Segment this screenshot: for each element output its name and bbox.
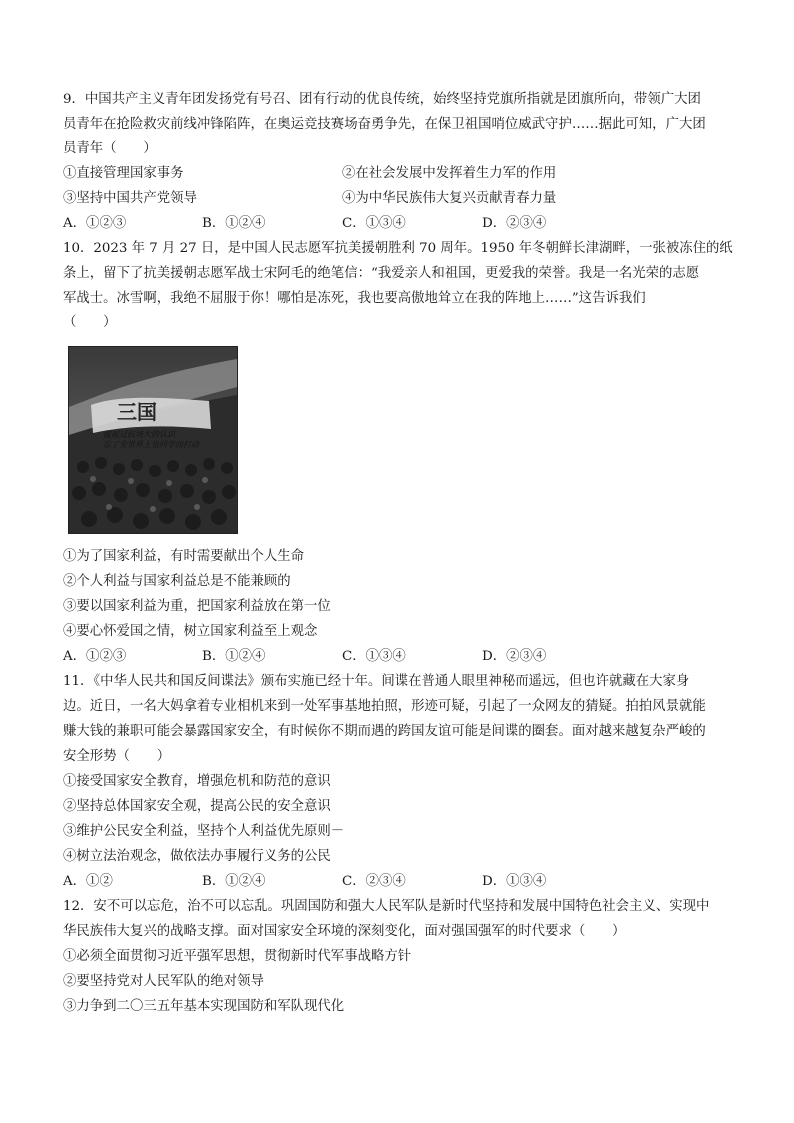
q9-statement-2: ②在社会发展中发挥着生力军的作用 xyxy=(342,166,557,181)
photo-text-line-1: 提起过抗场大的认识 xyxy=(103,430,175,439)
q10-stem-line-4: （ ） xyxy=(63,315,117,330)
q9-stem-line-2: 员青年在抢险救灾前线冲锋陷阵，在奥运竞技赛场奋勇争先，在保卫祖国哨位威武守护……据此可知，广大团 xyxy=(63,117,706,132)
q10-choice-b[interactable]: B．①②④ xyxy=(202,649,266,664)
q12-statement-1: ①必须全面贯彻习近平强军思想，贯彻新时代军事战略方针 xyxy=(63,949,412,964)
q10-photo-illustration xyxy=(69,347,237,533)
q10-statement-1: ①为了国家利益，有时需要献出个人生命 xyxy=(63,549,305,564)
q10-stem-line-1: 10．2023 年 7 月 27 日，是中国人民志愿军抗美援朝胜利 70 周年。1950 年冬朝鲜长津湖畔，一张被冻住的纸 xyxy=(63,241,733,256)
q11-statement-4: ④树立法治观念，做依法办事履行义务的公民 xyxy=(63,849,331,864)
q10-statement-2: ②个人利益与国家利益总是不能兼顾的 xyxy=(63,574,291,589)
q11-choice-b[interactable]: B．①②④ xyxy=(202,874,266,889)
photo-text-title: 三国 xyxy=(117,400,157,424)
q11-stem-line-3: 赚大钱的兼职可能会暴露国家安全，有时候你不期而遇的跨国友谊可能是间谍的圈套。面对越来越复杂严峻的 xyxy=(63,724,706,739)
q11-choice-a[interactable]: A．①② xyxy=(63,874,113,889)
q11-statement-2: ②坚持总体国家安全观，提高公民的安全意识 xyxy=(63,799,331,814)
q10-statement-4: ④要心怀爱国之情，树立国家利益至上观念 xyxy=(63,624,318,639)
q9-choice-c[interactable]: C．①③④ xyxy=(342,216,406,231)
q11-statement-1: ①接受国家安全教育，增强危机和防范的意识 xyxy=(63,774,331,789)
q9-choice-d[interactable]: D．②③④ xyxy=(482,216,547,231)
q12-statement-2: ②要坚持党对人民军队的绝对领导 xyxy=(63,974,264,989)
q10-choice-c[interactable]: C．①③④ xyxy=(342,649,406,664)
q9-choice-b[interactable]: B．①②④ xyxy=(202,216,266,231)
q10-photo xyxy=(68,346,238,534)
photo-text-line-2: 忘了全世界上也同学而打动 xyxy=(103,440,199,449)
q11-stem-line-4: 安全形势（ ） xyxy=(63,749,171,764)
q11-choice-d[interactable]: D．①③④ xyxy=(482,874,547,889)
q11-stem-line-1: 11．《中华人民共和国反间谍法》颁布实施已经十年。间谍在普通人眼里神秘而遥远，但也许就藏在大家身 xyxy=(63,674,690,689)
q9-stem-line-1: 9．中国共产主义青年团发扬党有号召、团有行动的优良传统，始终坚持党旗所指就是团旗所向，带领广大团 xyxy=(63,92,701,107)
q9-statement-1: ①直接管理国家事务 xyxy=(63,166,184,181)
q9-stem-line-3: 员青年（ ） xyxy=(63,141,157,156)
q12-stem-line-1: 12．安不可以忘危，治不可以忘乱。巩固国防和强大人民军队是新时代坚持和发展中国特色社会主义、实现中 xyxy=(63,899,710,914)
q12-statement-3: ③力争到二〇三五年基本实现国防和军队现代化 xyxy=(63,999,345,1014)
q11-stem-line-2: 边。近日，一名大妈拿着专业相机来到一处军事基地拍照，形迹可疑，引起了一众网友的猜疑。拍拍风景就能 xyxy=(63,699,706,714)
q11-choice-c[interactable]: C．②③④ xyxy=(342,874,406,889)
q11-statement-3: ③维护公民安全利益，坚持个人利益优先原则－ xyxy=(63,824,345,839)
q10-statement-3: ③要以国家利益为重，把国家利益放在第一位 xyxy=(63,599,331,614)
q9-statement-4: ④为中华民族伟大复兴贡献青春力量 xyxy=(342,191,557,206)
q12-stem-line-2: 华民族伟大复兴的战略支撑。面对国家安全环境的深刻变化，面对强国强军的时代要求（ ） xyxy=(63,924,626,939)
q10-choice-d[interactable]: D．②③④ xyxy=(482,649,547,664)
q9-choice-a[interactable]: A．①②③ xyxy=(63,216,127,231)
q10-stem-line-3: 军战士。冰雪啊，我绝不屈服于你！哪怕是冻死，我也要高傲地耸立在我的阵地上……”这告诉我们 xyxy=(63,291,646,306)
q10-stem-line-2: 条上，留下了抗美援朝志愿军战士宋阿毛的绝笔信：“我爱亲人和祖国，更爱我的荣誉。我是一名光荣的志愿 xyxy=(63,266,700,281)
q10-choice-a[interactable]: A．①②③ xyxy=(63,649,127,664)
q9-statement-3: ③坚持中国共产党领导 xyxy=(63,191,197,206)
